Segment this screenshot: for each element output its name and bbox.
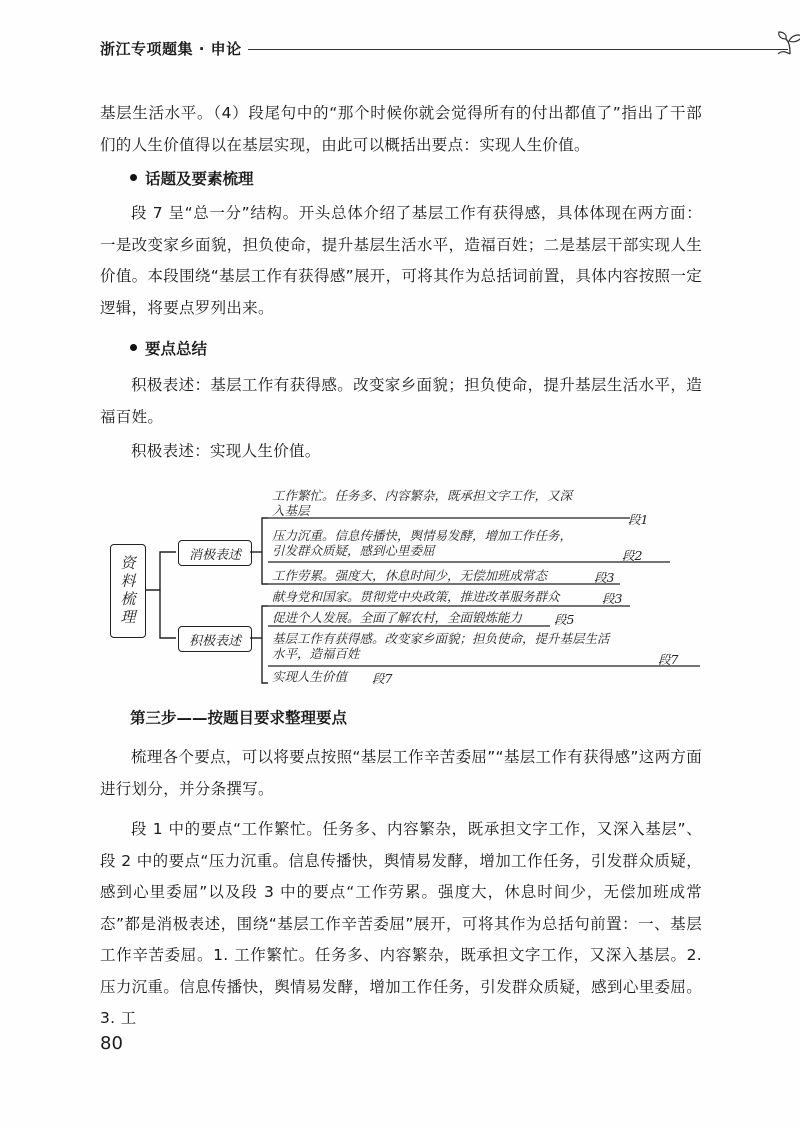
negative-item-1-line2: 入基层	[272, 503, 310, 518]
negative-item-2-line1: 压力沉重。信息传播快，舆情易发酵，增加工作任务，	[272, 528, 573, 543]
bullet-topic-label: 话题及要素梳理	[145, 170, 254, 188]
paragraph-6: 段 1 中的要点“工作繁忙。任务多、内容繁杂，既承担文字工作，又深入基层”、段 2 中的要点“压力沉重。信息传播快，舆情易发酵，增加工作任务，引发群众质疑，感到心里委屈”以及段 3 中的要点“工作劳累。强度大，休息时间少，无偿加班成常态”都是消极表述，围绕“基层工作辛苦委屈”展开，可将其作为总括句前置：一、基层工作辛苦委屈。1. 工作繁忙。任务多、内容繁杂，既承担文字工作，又深入基层。2. 压力沉重。信息传播快，舆情易发酵，增加工作任务，引发群众质疑，感到心里委屈。3. 工	[100, 820, 702, 1027]
branch-positive: 积极表述	[178, 626, 252, 652]
bullet-summary	[130, 334, 207, 365]
negative-item-1	[272, 488, 572, 518]
negative-item-2-line2: 引发群众质疑，感到心里委屈	[272, 543, 435, 558]
paragraph-3: 积极表述：基层工作有获得感。改变家乡面貌；担负使命，提升基层生活水平，造福百姓。	[100, 376, 702, 426]
positive-item-3	[272, 631, 610, 661]
page-header	[100, 34, 710, 64]
negative-item-1-tag: 段1	[628, 512, 649, 527]
paragraph-5: 梳理各个要点，可以将要点按照“基层工作辛苦委屈”“基层工作有获得感”这两方面进行划分，并分条撰写。	[100, 748, 702, 798]
bullet-dot-icon	[130, 344, 137, 351]
positive-item-2: 促进个人发展。全面了解农村，全面锻炼能力	[272, 610, 523, 625]
positive-item-3-tag: 段7	[658, 652, 679, 667]
positive-item-3-line2: 水平，造福百姓	[272, 646, 360, 661]
positive-item-1-tag: 段3	[602, 591, 623, 606]
positive-item-3-line1: 基层工作有获得感。改变家乡面貌；担负使命，提升基层生活	[272, 631, 610, 646]
header-title: 浙江专项题集 · 申论	[100, 40, 242, 58]
mind-map-root: 资料梳理	[110, 544, 146, 638]
positive-item-4: 实现人生价值	[272, 669, 348, 684]
mind-map	[110, 488, 710, 688]
positive-item-1: 献身党和国家。贯彻党中央政策，推进改革服务群众	[272, 589, 560, 604]
positive-item-2-tag: 段5	[554, 612, 575, 627]
header-rule	[248, 49, 788, 50]
branch-negative: 消极表述	[178, 540, 252, 566]
negative-item-1-line1: 工作繁忙。任务多、内容繁杂，既承担文字工作，又深	[272, 488, 573, 503]
sprout-icon	[776, 30, 800, 56]
negative-item-2	[272, 528, 572, 558]
bullet-dot-icon	[130, 174, 137, 181]
paragraph-2: 段 7 呈“总一分”结构。开头总体介绍了基层工作有获得感，具体体现在两方面：一是改变家乡面貌，担负使命，提升基层生活水平，造福百姓；二是基层干部实现人生价值。本段围绕“基层工作有获得感”展开，可将其作为总括词前置，具体内容按照一定逻辑，将要点罗列出来。	[100, 204, 702, 317]
step-3-heading: 第三步——按题目要求整理要点	[130, 709, 348, 727]
page-number: 80	[100, 1033, 123, 1054]
positive-item-4-tag: 段7	[372, 671, 393, 686]
paragraph-4: 积极表述：实现人生价值。	[131, 442, 321, 460]
negative-item-2-tag: 段2	[622, 548, 643, 563]
negative-item-3-tag: 段3	[594, 570, 615, 585]
bullet-summary-label: 要点总结	[145, 340, 208, 358]
bullet-topic	[130, 164, 254, 195]
paragraph-1: 基层生活水平。（4）段尾句中的“那个时候你就会觉得所有的付出都值了”指出了干部们的人生价值得以在基层实现，由此可以概括出要点：实现人生价值。	[100, 104, 702, 154]
negative-item-3: 工作劳累。强度大，休息时间少，无偿加班成常态	[272, 568, 548, 583]
